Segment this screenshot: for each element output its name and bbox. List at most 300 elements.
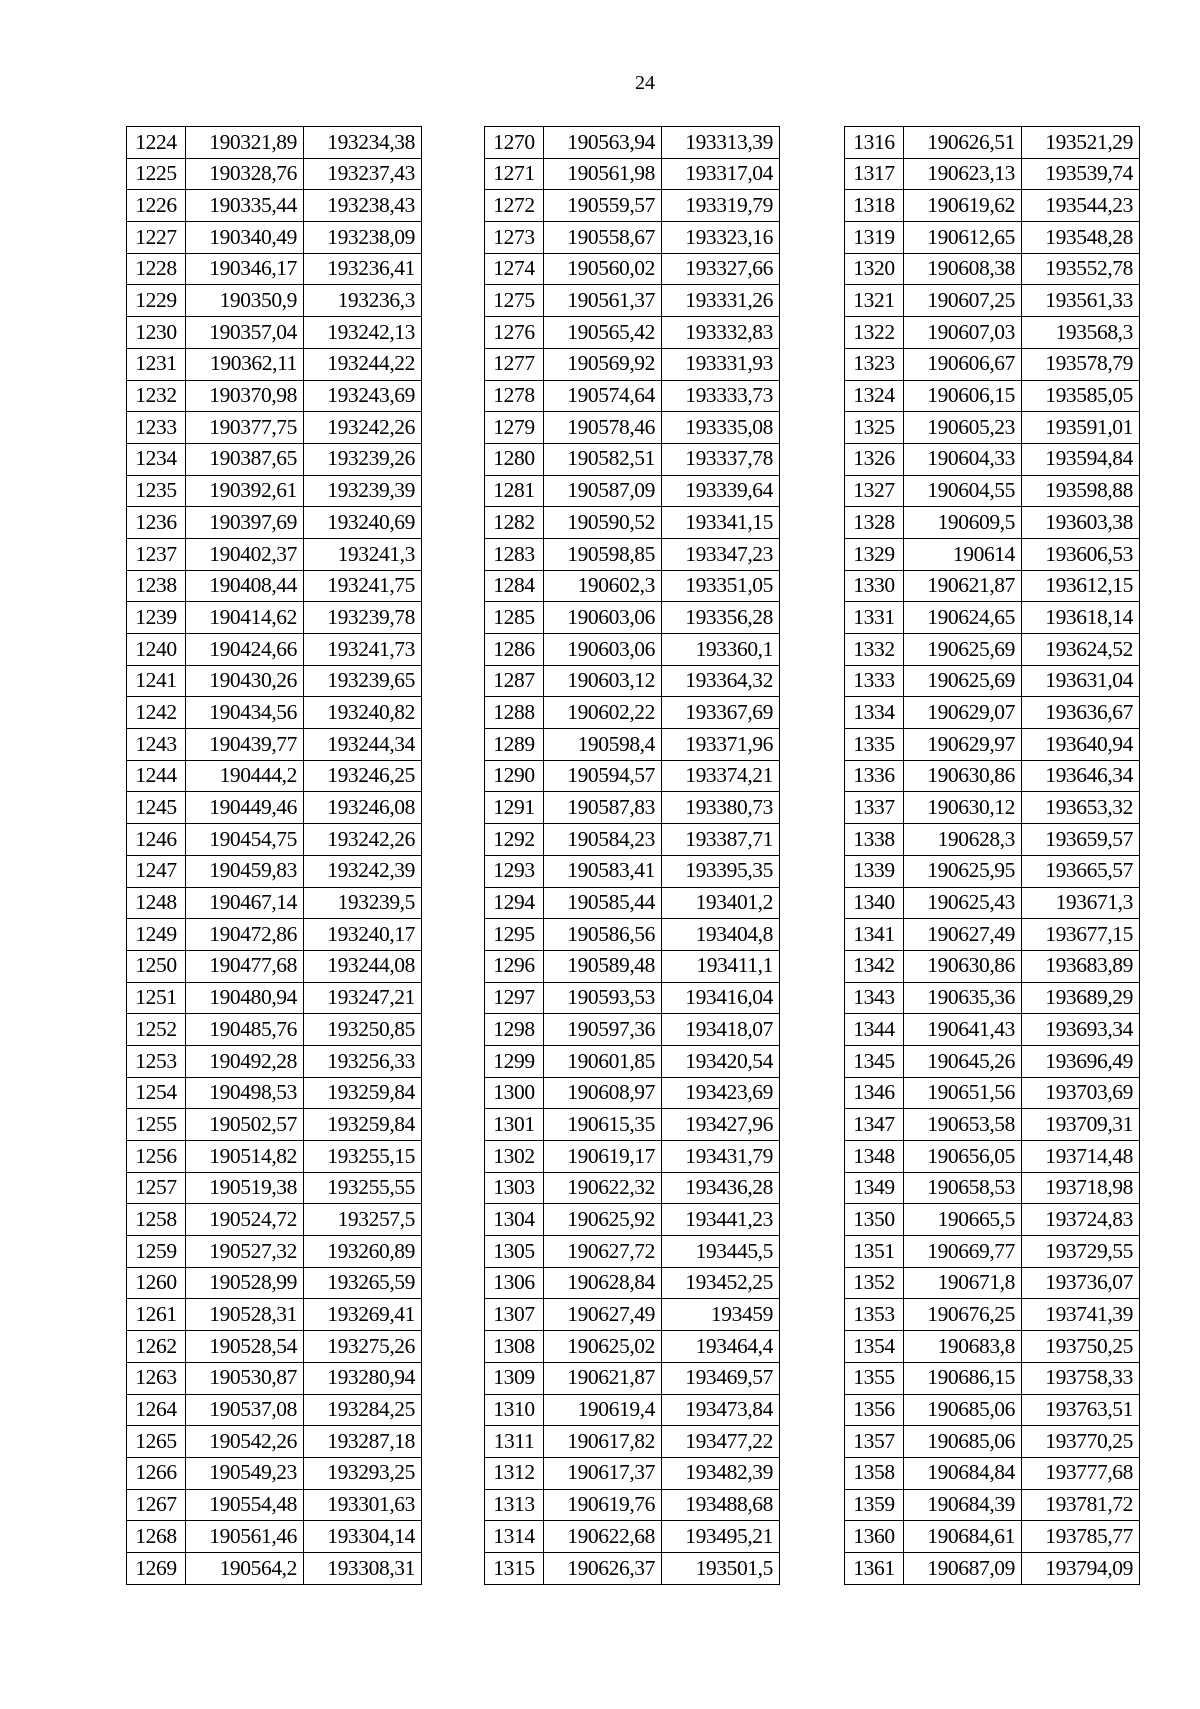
point-number-cell: 1280 bbox=[485, 443, 544, 475]
coordinates-table-1 bbox=[126, 126, 422, 1585]
x-coordinate-cell: 190357,04 bbox=[186, 317, 304, 349]
x-coordinate-cell: 190598,85 bbox=[544, 538, 662, 570]
table-row bbox=[485, 475, 780, 507]
point-number-cell: 1239 bbox=[127, 602, 186, 634]
x-coordinate-cell: 190537,08 bbox=[186, 1394, 304, 1426]
table-row bbox=[127, 1141, 422, 1173]
point-number-cell: 1258 bbox=[127, 1204, 186, 1236]
x-coordinate-cell: 190609,5 bbox=[904, 507, 1022, 539]
table-row bbox=[485, 760, 780, 792]
table-row bbox=[127, 760, 422, 792]
table-row bbox=[127, 222, 422, 254]
table-row bbox=[845, 1236, 1140, 1268]
coordinates-table-3 bbox=[844, 126, 1140, 1585]
point-number-cell: 1285 bbox=[485, 602, 544, 634]
y-coordinate-cell: 193241,3 bbox=[304, 538, 422, 570]
table-row bbox=[845, 855, 1140, 887]
x-coordinate-cell: 190387,65 bbox=[186, 443, 304, 475]
x-coordinate-cell: 190582,51 bbox=[544, 443, 662, 475]
point-number-cell: 1303 bbox=[485, 1172, 544, 1204]
x-coordinate-cell: 190480,94 bbox=[186, 982, 304, 1014]
point-number-cell: 1327 bbox=[845, 475, 904, 507]
point-number-cell: 1326 bbox=[845, 443, 904, 475]
y-coordinate-cell: 193539,74 bbox=[1022, 158, 1140, 190]
x-coordinate-cell: 190449,46 bbox=[186, 792, 304, 824]
x-coordinate-cell: 190686,15 bbox=[904, 1362, 1022, 1394]
point-number-cell: 1241 bbox=[127, 665, 186, 697]
y-coordinate-cell: 193239,39 bbox=[304, 475, 422, 507]
x-coordinate-cell: 190424,66 bbox=[186, 634, 304, 666]
point-number-cell: 1231 bbox=[127, 348, 186, 380]
point-number-cell: 1328 bbox=[845, 507, 904, 539]
y-coordinate-cell: 193552,78 bbox=[1022, 253, 1140, 285]
point-number-cell: 1229 bbox=[127, 285, 186, 317]
table-row bbox=[485, 1331, 780, 1363]
point-number-cell: 1228 bbox=[127, 253, 186, 285]
y-coordinate-cell: 193242,26 bbox=[304, 412, 422, 444]
x-coordinate-cell: 190594,57 bbox=[544, 760, 662, 792]
table-row bbox=[127, 602, 422, 634]
y-coordinate-cell: 193333,73 bbox=[662, 380, 780, 412]
point-number-cell: 1343 bbox=[845, 982, 904, 1014]
point-number-cell: 1286 bbox=[485, 634, 544, 666]
point-number-cell: 1360 bbox=[845, 1521, 904, 1553]
point-number-cell: 1250 bbox=[127, 950, 186, 982]
table-row bbox=[127, 982, 422, 1014]
y-coordinate-cell: 193374,21 bbox=[662, 760, 780, 792]
table-row bbox=[485, 317, 780, 349]
table-row bbox=[485, 127, 780, 159]
x-coordinate-cell: 190472,86 bbox=[186, 919, 304, 951]
point-number-cell: 1230 bbox=[127, 317, 186, 349]
table-row bbox=[845, 348, 1140, 380]
table-row bbox=[485, 1521, 780, 1553]
table-row bbox=[845, 950, 1140, 982]
x-coordinate-cell: 190578,46 bbox=[544, 412, 662, 444]
point-number-cell: 1348 bbox=[845, 1141, 904, 1173]
y-coordinate-cell: 193729,55 bbox=[1022, 1236, 1140, 1268]
point-number-cell: 1305 bbox=[485, 1236, 544, 1268]
table-row bbox=[845, 824, 1140, 856]
y-coordinate-cell: 193327,66 bbox=[662, 253, 780, 285]
y-coordinate-cell: 193763,51 bbox=[1022, 1394, 1140, 1426]
point-number-cell: 1314 bbox=[485, 1521, 544, 1553]
y-coordinate-cell: 193247,21 bbox=[304, 982, 422, 1014]
x-coordinate-cell: 190459,83 bbox=[186, 855, 304, 887]
y-coordinate-cell: 193591,01 bbox=[1022, 412, 1140, 444]
point-number-cell: 1297 bbox=[485, 982, 544, 1014]
x-coordinate-cell: 190560,02 bbox=[544, 253, 662, 285]
x-coordinate-cell: 190589,48 bbox=[544, 950, 662, 982]
x-coordinate-cell: 190665,5 bbox=[904, 1204, 1022, 1236]
point-number-cell: 1295 bbox=[485, 919, 544, 951]
x-coordinate-cell: 190583,41 bbox=[544, 855, 662, 887]
point-number-cell: 1233 bbox=[127, 412, 186, 444]
x-coordinate-cell: 190671,8 bbox=[904, 1267, 1022, 1299]
point-number-cell: 1341 bbox=[845, 919, 904, 951]
table-row bbox=[845, 1299, 1140, 1331]
x-coordinate-cell: 190586,56 bbox=[544, 919, 662, 951]
point-number-cell: 1324 bbox=[845, 380, 904, 412]
y-coordinate-cell: 193284,25 bbox=[304, 1394, 422, 1426]
table-row bbox=[127, 855, 422, 887]
table-row bbox=[845, 570, 1140, 602]
point-number-cell: 1358 bbox=[845, 1457, 904, 1489]
y-coordinate-cell: 193387,71 bbox=[662, 824, 780, 856]
y-coordinate-cell: 193436,28 bbox=[662, 1172, 780, 1204]
y-coordinate-cell: 193594,84 bbox=[1022, 443, 1140, 475]
x-coordinate-cell: 190392,61 bbox=[186, 475, 304, 507]
point-number-cell: 1319 bbox=[845, 222, 904, 254]
y-coordinate-cell: 193241,73 bbox=[304, 634, 422, 666]
point-number-cell: 1270 bbox=[485, 127, 544, 159]
x-coordinate-cell: 190685,06 bbox=[904, 1426, 1022, 1458]
table-row bbox=[127, 1236, 422, 1268]
table-row bbox=[485, 1172, 780, 1204]
table-row bbox=[845, 412, 1140, 444]
x-coordinate-cell: 190527,32 bbox=[186, 1236, 304, 1268]
y-coordinate-cell: 193777,68 bbox=[1022, 1457, 1140, 1489]
point-number-cell: 1238 bbox=[127, 570, 186, 602]
x-coordinate-cell: 190408,44 bbox=[186, 570, 304, 602]
x-coordinate-cell: 190608,38 bbox=[904, 253, 1022, 285]
x-coordinate-cell: 190619,76 bbox=[544, 1489, 662, 1521]
table-row bbox=[845, 507, 1140, 539]
y-coordinate-cell: 193287,18 bbox=[304, 1426, 422, 1458]
table-row bbox=[127, 634, 422, 666]
table-row bbox=[127, 1299, 422, 1331]
x-coordinate-cell: 190625,69 bbox=[904, 634, 1022, 666]
y-coordinate-cell: 193240,69 bbox=[304, 507, 422, 539]
table-row bbox=[845, 380, 1140, 412]
y-coordinate-cell: 193335,08 bbox=[662, 412, 780, 444]
point-number-cell: 1304 bbox=[485, 1204, 544, 1236]
y-coordinate-cell: 193718,98 bbox=[1022, 1172, 1140, 1204]
x-coordinate-cell: 190626,37 bbox=[544, 1552, 662, 1584]
table-row bbox=[485, 1552, 780, 1584]
x-coordinate-cell: 190602,3 bbox=[544, 570, 662, 602]
table-row bbox=[485, 1014, 780, 1046]
y-coordinate-cell: 193244,22 bbox=[304, 348, 422, 380]
point-number-cell: 1278 bbox=[485, 380, 544, 412]
point-number-cell: 1265 bbox=[127, 1426, 186, 1458]
y-coordinate-cell: 193427,96 bbox=[662, 1109, 780, 1141]
y-coordinate-cell: 193323,16 bbox=[662, 222, 780, 254]
y-coordinate-cell: 193636,67 bbox=[1022, 697, 1140, 729]
table-row bbox=[127, 443, 422, 475]
x-coordinate-cell: 190622,32 bbox=[544, 1172, 662, 1204]
point-number-cell: 1315 bbox=[485, 1552, 544, 1584]
y-coordinate-cell: 193521,29 bbox=[1022, 127, 1140, 159]
table-row bbox=[127, 380, 422, 412]
y-coordinate-cell: 193794,09 bbox=[1022, 1552, 1140, 1584]
point-number-cell: 1249 bbox=[127, 919, 186, 951]
point-number-cell: 1290 bbox=[485, 760, 544, 792]
table-row bbox=[485, 1109, 780, 1141]
x-coordinate-cell: 190614 bbox=[904, 538, 1022, 570]
x-coordinate-cell: 190585,44 bbox=[544, 887, 662, 919]
x-coordinate-cell: 190587,83 bbox=[544, 792, 662, 824]
y-coordinate-cell: 193724,83 bbox=[1022, 1204, 1140, 1236]
table-row bbox=[485, 348, 780, 380]
table-row bbox=[845, 1077, 1140, 1109]
y-coordinate-cell: 193331,26 bbox=[662, 285, 780, 317]
x-coordinate-cell: 190444,2 bbox=[186, 760, 304, 792]
x-coordinate-cell: 190685,06 bbox=[904, 1394, 1022, 1426]
point-number-cell: 1248 bbox=[127, 887, 186, 919]
y-coordinate-cell: 193420,54 bbox=[662, 1045, 780, 1077]
x-coordinate-cell: 190687,09 bbox=[904, 1552, 1022, 1584]
x-coordinate-cell: 190635,36 bbox=[904, 982, 1022, 1014]
y-coordinate-cell: 193236,3 bbox=[304, 285, 422, 317]
x-coordinate-cell: 190629,07 bbox=[904, 697, 1022, 729]
x-coordinate-cell: 190627,72 bbox=[544, 1236, 662, 1268]
y-coordinate-cell: 193275,26 bbox=[304, 1331, 422, 1363]
point-number-cell: 1254 bbox=[127, 1077, 186, 1109]
x-coordinate-cell: 190524,72 bbox=[186, 1204, 304, 1236]
x-coordinate-cell: 190629,97 bbox=[904, 729, 1022, 761]
table-row bbox=[845, 1362, 1140, 1394]
x-coordinate-cell: 190563,94 bbox=[544, 127, 662, 159]
y-coordinate-cell: 193301,63 bbox=[304, 1489, 422, 1521]
y-coordinate-cell: 193781,72 bbox=[1022, 1489, 1140, 1521]
point-number-cell: 1284 bbox=[485, 570, 544, 602]
y-coordinate-cell: 193259,84 bbox=[304, 1077, 422, 1109]
table-row bbox=[127, 824, 422, 856]
x-coordinate-cell: 190602,22 bbox=[544, 697, 662, 729]
table-row bbox=[127, 1489, 422, 1521]
point-number-cell: 1312 bbox=[485, 1457, 544, 1489]
x-coordinate-cell: 190485,76 bbox=[186, 1014, 304, 1046]
point-number-cell: 1296 bbox=[485, 950, 544, 982]
table-row bbox=[485, 665, 780, 697]
table-row bbox=[485, 1267, 780, 1299]
x-coordinate-cell: 190593,53 bbox=[544, 982, 662, 1014]
point-number-cell: 1352 bbox=[845, 1267, 904, 1299]
x-coordinate-cell: 190514,82 bbox=[186, 1141, 304, 1173]
x-coordinate-cell: 190519,38 bbox=[186, 1172, 304, 1204]
table-row bbox=[845, 634, 1140, 666]
point-number-cell: 1236 bbox=[127, 507, 186, 539]
x-coordinate-cell: 190630,86 bbox=[904, 760, 1022, 792]
point-number-cell: 1268 bbox=[127, 1521, 186, 1553]
table-row bbox=[127, 348, 422, 380]
x-coordinate-cell: 190604,55 bbox=[904, 475, 1022, 507]
x-coordinate-cell: 190606,67 bbox=[904, 348, 1022, 380]
y-coordinate-cell: 193598,88 bbox=[1022, 475, 1140, 507]
table-row bbox=[127, 190, 422, 222]
point-number-cell: 1257 bbox=[127, 1172, 186, 1204]
x-coordinate-cell: 190624,65 bbox=[904, 602, 1022, 634]
table-row bbox=[845, 665, 1140, 697]
x-coordinate-cell: 190606,15 bbox=[904, 380, 1022, 412]
y-coordinate-cell: 193703,69 bbox=[1022, 1077, 1140, 1109]
table-row bbox=[485, 729, 780, 761]
x-coordinate-cell: 190434,56 bbox=[186, 697, 304, 729]
y-coordinate-cell: 193237,43 bbox=[304, 158, 422, 190]
y-coordinate-cell: 193257,5 bbox=[304, 1204, 422, 1236]
x-coordinate-cell: 190346,17 bbox=[186, 253, 304, 285]
y-coordinate-cell: 193308,31 bbox=[304, 1552, 422, 1584]
x-coordinate-cell: 190321,89 bbox=[186, 127, 304, 159]
y-coordinate-cell: 193236,41 bbox=[304, 253, 422, 285]
table-row bbox=[485, 1141, 780, 1173]
y-coordinate-cell: 193411,1 bbox=[662, 950, 780, 982]
point-number-cell: 1289 bbox=[485, 729, 544, 761]
table-row bbox=[485, 1362, 780, 1394]
y-coordinate-cell: 193459 bbox=[662, 1299, 780, 1331]
point-number-cell: 1320 bbox=[845, 253, 904, 285]
table-row bbox=[845, 1552, 1140, 1584]
x-coordinate-cell: 190628,84 bbox=[544, 1267, 662, 1299]
point-number-cell: 1272 bbox=[485, 190, 544, 222]
table-row bbox=[845, 475, 1140, 507]
y-coordinate-cell: 193317,04 bbox=[662, 158, 780, 190]
table-row bbox=[485, 1457, 780, 1489]
y-coordinate-cell: 193758,33 bbox=[1022, 1362, 1140, 1394]
table-row bbox=[845, 158, 1140, 190]
table-row bbox=[485, 190, 780, 222]
table-row bbox=[127, 1014, 422, 1046]
table-row bbox=[127, 1394, 422, 1426]
x-coordinate-cell: 190603,12 bbox=[544, 665, 662, 697]
point-number-cell: 1292 bbox=[485, 824, 544, 856]
point-number-cell: 1246 bbox=[127, 824, 186, 856]
y-coordinate-cell: 193653,32 bbox=[1022, 792, 1140, 824]
x-coordinate-cell: 190683,8 bbox=[904, 1331, 1022, 1363]
y-coordinate-cell: 193568,3 bbox=[1022, 317, 1140, 349]
point-number-cell: 1313 bbox=[485, 1489, 544, 1521]
table-row bbox=[845, 1426, 1140, 1458]
y-coordinate-cell: 193431,79 bbox=[662, 1141, 780, 1173]
y-coordinate-cell: 193239,26 bbox=[304, 443, 422, 475]
point-number-cell: 1300 bbox=[485, 1077, 544, 1109]
x-coordinate-cell: 190430,26 bbox=[186, 665, 304, 697]
y-coordinate-cell: 193418,07 bbox=[662, 1014, 780, 1046]
point-number-cell: 1334 bbox=[845, 697, 904, 729]
table-row bbox=[485, 697, 780, 729]
y-coordinate-cell: 193293,25 bbox=[304, 1457, 422, 1489]
table-row bbox=[127, 1045, 422, 1077]
x-coordinate-cell: 190623,13 bbox=[904, 158, 1022, 190]
point-number-cell: 1245 bbox=[127, 792, 186, 824]
y-coordinate-cell: 193631,04 bbox=[1022, 665, 1140, 697]
y-coordinate-cell: 193238,43 bbox=[304, 190, 422, 222]
point-number-cell: 1311 bbox=[485, 1426, 544, 1458]
x-coordinate-cell: 190627,49 bbox=[544, 1299, 662, 1331]
table-row bbox=[845, 1489, 1140, 1521]
x-coordinate-cell: 190603,06 bbox=[544, 602, 662, 634]
x-coordinate-cell: 190549,23 bbox=[186, 1457, 304, 1489]
table-row bbox=[485, 855, 780, 887]
table-row bbox=[127, 1552, 422, 1584]
y-coordinate-cell: 193255,15 bbox=[304, 1141, 422, 1173]
table-row bbox=[485, 1489, 780, 1521]
y-coordinate-cell: 193280,94 bbox=[304, 1362, 422, 1394]
point-number-cell: 1259 bbox=[127, 1236, 186, 1268]
table-row bbox=[485, 158, 780, 190]
table-row bbox=[485, 1426, 780, 1458]
table-row bbox=[127, 253, 422, 285]
table-row bbox=[127, 1267, 422, 1299]
y-coordinate-cell: 193741,39 bbox=[1022, 1299, 1140, 1331]
table-row bbox=[845, 538, 1140, 570]
y-coordinate-cell: 193241,75 bbox=[304, 570, 422, 602]
point-number-cell: 1342 bbox=[845, 950, 904, 982]
point-number-cell: 1356 bbox=[845, 1394, 904, 1426]
x-coordinate-cell: 190340,49 bbox=[186, 222, 304, 254]
x-coordinate-cell: 190397,69 bbox=[186, 507, 304, 539]
y-coordinate-cell: 193640,94 bbox=[1022, 729, 1140, 761]
y-coordinate-cell: 193464,4 bbox=[662, 1331, 780, 1363]
x-coordinate-cell: 190402,37 bbox=[186, 538, 304, 570]
x-coordinate-cell: 190684,39 bbox=[904, 1489, 1022, 1521]
table-row bbox=[127, 1331, 422, 1363]
point-number-cell: 1271 bbox=[485, 158, 544, 190]
y-coordinate-cell: 193624,52 bbox=[1022, 634, 1140, 666]
point-number-cell: 1349 bbox=[845, 1172, 904, 1204]
x-coordinate-cell: 190574,64 bbox=[544, 380, 662, 412]
y-coordinate-cell: 193482,39 bbox=[662, 1457, 780, 1489]
y-coordinate-cell: 193243,69 bbox=[304, 380, 422, 412]
point-number-cell: 1224 bbox=[127, 127, 186, 159]
y-coordinate-cell: 193750,25 bbox=[1022, 1331, 1140, 1363]
point-number-cell: 1301 bbox=[485, 1109, 544, 1141]
point-number-cell: 1242 bbox=[127, 697, 186, 729]
point-number-cell: 1322 bbox=[845, 317, 904, 349]
x-coordinate-cell: 190598,4 bbox=[544, 729, 662, 761]
x-coordinate-cell: 190528,99 bbox=[186, 1267, 304, 1299]
point-number-cell: 1302 bbox=[485, 1141, 544, 1173]
table-row bbox=[845, 1014, 1140, 1046]
point-number-cell: 1288 bbox=[485, 697, 544, 729]
y-coordinate-cell: 193696,49 bbox=[1022, 1045, 1140, 1077]
x-coordinate-cell: 190328,76 bbox=[186, 158, 304, 190]
table-row bbox=[845, 887, 1140, 919]
point-number-cell: 1266 bbox=[127, 1457, 186, 1489]
x-coordinate-cell: 190477,68 bbox=[186, 950, 304, 982]
x-coordinate-cell: 190542,26 bbox=[186, 1426, 304, 1458]
point-number-cell: 1282 bbox=[485, 507, 544, 539]
x-coordinate-cell: 190350,9 bbox=[186, 285, 304, 317]
point-number-cell: 1263 bbox=[127, 1362, 186, 1394]
y-coordinate-cell: 193332,83 bbox=[662, 317, 780, 349]
point-number-cell: 1283 bbox=[485, 538, 544, 570]
table-row bbox=[127, 1521, 422, 1553]
table-row bbox=[127, 919, 422, 951]
y-coordinate-cell: 193477,22 bbox=[662, 1426, 780, 1458]
point-number-cell: 1261 bbox=[127, 1299, 186, 1331]
point-number-cell: 1344 bbox=[845, 1014, 904, 1046]
point-number-cell: 1227 bbox=[127, 222, 186, 254]
y-coordinate-cell: 193242,26 bbox=[304, 824, 422, 856]
y-coordinate-cell: 193347,23 bbox=[662, 538, 780, 570]
y-coordinate-cell: 193665,57 bbox=[1022, 855, 1140, 887]
point-number-cell: 1333 bbox=[845, 665, 904, 697]
y-coordinate-cell: 193239,5 bbox=[304, 887, 422, 919]
point-number-cell: 1316 bbox=[845, 127, 904, 159]
table-row bbox=[845, 1457, 1140, 1489]
x-coordinate-cell: 190641,43 bbox=[904, 1014, 1022, 1046]
y-coordinate-cell: 193395,35 bbox=[662, 855, 780, 887]
point-number-cell: 1294 bbox=[485, 887, 544, 919]
x-coordinate-cell: 190377,75 bbox=[186, 412, 304, 444]
x-coordinate-cell: 190528,31 bbox=[186, 1299, 304, 1331]
x-coordinate-cell: 190604,33 bbox=[904, 443, 1022, 475]
x-coordinate-cell: 190617,82 bbox=[544, 1426, 662, 1458]
coordinates-table-2 bbox=[484, 126, 780, 1585]
point-number-cell: 1321 bbox=[845, 285, 904, 317]
